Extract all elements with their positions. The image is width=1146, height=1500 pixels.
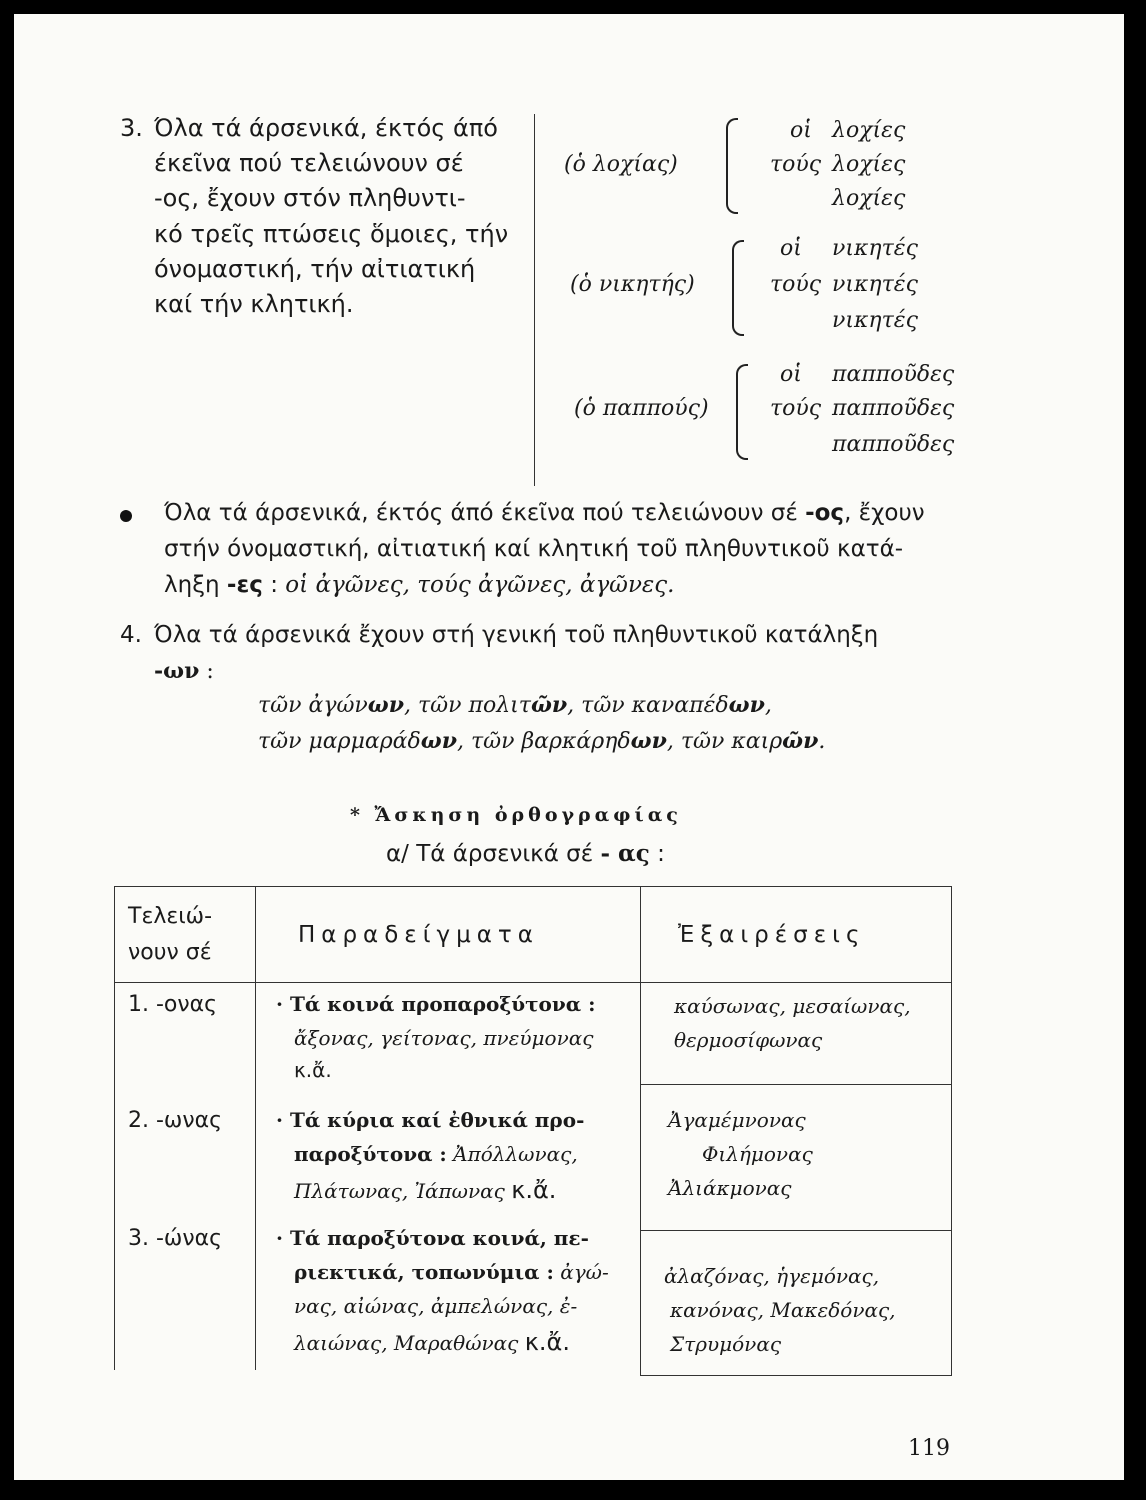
row-3-examples-1: νας, αἰώνας, ἀμπελώνας, ἐ-	[294, 1294, 578, 1318]
paradigm-2-article-1: οἱ	[780, 236, 802, 261]
ex2-2-end: ων	[630, 728, 667, 754]
row-3-exception-1: ἀλαζόνας, ἡγεμόνας,	[664, 1264, 880, 1288]
row-1-ending: 1. -ονας	[128, 992, 218, 1017]
paradigm-3-form-2: παπποῦδες	[832, 396, 955, 421]
rule-line-1-end: , ἔχουν	[844, 500, 925, 526]
ex2-3-stem: τῶν καιρ	[680, 729, 783, 754]
rule-colon: :	[262, 572, 286, 598]
rule-ending-os: -ος	[805, 500, 845, 526]
ex1-2-sep: ,	[567, 693, 582, 718]
rule-line-1-text: Όλα τά άρσενικά, έκτός άπό έκεῖνα πού τελειώνουν σέ	[164, 500, 806, 526]
ex2-3-sep: .	[818, 729, 826, 754]
table-left-border	[114, 886, 115, 1370]
row-2-inline-example: Ἀπόλλωνας,	[453, 1142, 578, 1166]
section3-line-6: καί τήν κλητική.	[154, 290, 354, 318]
row-1-tail: κ.ἄ.	[294, 1058, 332, 1082]
exercise-title: * Ἄσκηση ὀρθογραφίας	[350, 804, 682, 826]
ex1-1-end: ων	[367, 692, 405, 718]
paradigm-3-article-1: οἱ	[780, 362, 802, 387]
row-2-ending: 2. -ωνας	[128, 1108, 223, 1133]
paradigm-1-form-1: λοχίες	[832, 118, 906, 143]
paradigm-1-form-3: λοχίες	[832, 186, 906, 211]
section3-line-1: Όλα τά άρσενικά, έκτός άπό	[154, 114, 498, 142]
row-1-examples: ἄξονας, γείτονας, πνεύμονας	[294, 1026, 594, 1050]
section4-ending-line	[154, 658, 214, 684]
paradigm-1-form-2: λοχίες	[832, 152, 906, 177]
table-col1-border	[255, 886, 256, 1370]
row-2-exception-2: Φιλήμονας	[702, 1142, 813, 1166]
section4-examples-1	[258, 692, 772, 718]
ex1-3-end: ων	[728, 692, 765, 718]
exercise-subtitle	[386, 840, 665, 867]
rule-ending-es: -ες	[226, 572, 263, 598]
ex1-3-sep: ,	[764, 693, 772, 718]
exercise-subtitle-colon: :	[649, 841, 665, 867]
section3-line-2: έκεῖνα πού τελειώνουν σέ	[154, 149, 464, 177]
paradigm-2-form-2: νικητές	[832, 272, 918, 297]
ex2-2-stem: τῶν βαρκάρηδ	[470, 729, 631, 754]
row-1-exception-1: καύσωνας, μεσαίωνας,	[674, 994, 911, 1018]
row-2-tail: κ.ἄ.	[511, 1176, 557, 1204]
section4-ending-colon: :	[199, 659, 214, 684]
ex2-1-end: ων	[420, 728, 457, 754]
paradigm-divider	[534, 114, 535, 486]
ex2-2-sep: ,	[666, 729, 681, 754]
row-3-tail: κ.ἄ.	[524, 1328, 570, 1356]
paradigm-1-article-2: τούς	[770, 152, 822, 177]
row-2-line-3	[294, 1176, 556, 1204]
table-right-border	[951, 886, 952, 1376]
paradigm-2-form-1: νικητές	[832, 236, 918, 261]
row-3-ending: 3. -ώνας	[128, 1226, 223, 1251]
exercise-subtitle-ending: - ας	[600, 840, 650, 867]
ex1-2-end: ῶν	[530, 692, 568, 718]
paradigm-3-brace	[736, 364, 748, 460]
row-3-title-2: ριεκτικά, τοπωνύμια :	[294, 1260, 554, 1284]
row-3-line-4	[294, 1328, 570, 1356]
exercise-subtitle-text: α/ Τά άρσενικά σέ	[386, 841, 601, 867]
row-3-exception-3: Στρυμόνας	[670, 1332, 782, 1356]
row-2-title-1: Τά κύρια καί ἐθνικά προ-	[289, 1108, 585, 1132]
ex1-1-sep: ,	[404, 693, 419, 718]
row-3-inline-example: ἀγώ-	[560, 1260, 609, 1284]
row-2-title-2: παροξύτονα :	[294, 1142, 447, 1166]
section3-number: 3.	[120, 114, 143, 142]
section4-number: 4.	[120, 622, 142, 648]
header-endings-line-2: νουν σέ	[128, 940, 212, 965]
ex2-1-stem: τῶν μαρμαράδ	[258, 729, 421, 754]
ex2-1-sep: ,	[456, 729, 471, 754]
rule-line-1	[164, 500, 925, 526]
textbook-page	[14, 14, 1124, 1480]
paradigm-2-brace	[732, 240, 744, 336]
paradigm-3-article-2: τούς	[770, 396, 822, 421]
section4-line-1: Όλα τά άρσενικά ἔχουν στή γενική τοῦ πληθυντικοῦ κατάληξη	[154, 622, 879, 648]
ex2-3-end: ῶν	[782, 728, 819, 754]
row-1-exception-2: θερμοσίφωνας	[674, 1028, 823, 1052]
row-2-exception-3: Ἀλιάκμονας	[668, 1176, 792, 1200]
row-2-examples: Πλάτωνας, Ἰάπωνας	[294, 1179, 505, 1203]
row-2-exception-1: Ἀγαμέμνονας	[668, 1108, 806, 1132]
table-col2-border	[640, 886, 641, 1376]
paradigm-2-form-3: νικητές	[832, 308, 918, 333]
section3-line-3: -ος, ἔχουν στόν πληθυντι-	[154, 184, 466, 212]
exception-box-3-bottom	[640, 1375, 952, 1376]
exception-box-2-bottom	[640, 1230, 952, 1231]
paradigm-3-form-3: παπποῦδες	[832, 432, 955, 457]
rule-example: οἱ ἀγῶνες, τούς ἀγῶνες, ἀγῶνες.	[285, 572, 675, 598]
header-endings-line-1: Τελειώ-	[128, 904, 213, 929]
row-3-exception-2: κανόνας, Μακεδόνας,	[670, 1298, 896, 1322]
section4-ending: -ων	[154, 658, 200, 684]
rule-line-2: στήν όνομαστική, αἰτιατική καί κλητική τοῦ πληθυντικοῦ κατά-	[164, 536, 904, 562]
paradigm-2-article-2: τούς	[770, 272, 822, 297]
section3-line-5: όνομαστική, τήν αἰτιατική	[154, 255, 476, 283]
row-3-line-2	[294, 1260, 609, 1284]
paradigm-1-article-1: οἱ	[790, 118, 812, 143]
section3-line-4: κό τρεῖς πτώσεις ὅμοιες, τήν	[154, 220, 509, 248]
bullet-dot	[120, 510, 132, 522]
paradigm-3-head: (ὁ παππούς)	[574, 396, 709, 421]
header-exceptions: Ἐξαιρέσεις	[678, 922, 866, 948]
ex1-3-stem: τῶν καναπέδ	[581, 693, 729, 718]
table-top-border	[114, 886, 952, 887]
paradigm-1-head: (ὁ λοχίας)	[564, 152, 678, 177]
row-2-bullet-title: · Τά κύρια καί ἐθνικά προ-	[276, 1108, 585, 1132]
row-3-bullet-title: · Τά παροξύτονα κοινά, πε-	[276, 1226, 589, 1250]
ex1-1-stem: τῶν ἀγών	[258, 693, 368, 718]
row-1-title: Τά κοινά προπαροξύτονα :	[289, 992, 596, 1016]
row-1-bullet-title: · Τά κοινά προπαροξύτονα :	[276, 992, 596, 1016]
row-2-line-2	[294, 1142, 578, 1166]
section4-examples-2	[258, 728, 825, 754]
paradigm-2-head: (ὁ νικητής)	[570, 272, 695, 297]
ex1-2-stem: τῶν πολιτ	[418, 693, 531, 718]
paradigm-3-form-1: παπποῦδες	[832, 362, 955, 387]
rule-line-3-text: ληξη	[164, 572, 227, 598]
row-3-title-1: Τά παροξύτονα κοινά, πε-	[289, 1226, 589, 1250]
row-3-examples-2: λαιώνας, Μαραθώνας	[294, 1331, 519, 1355]
table-header-border	[114, 982, 952, 983]
page-number: 119	[908, 1436, 950, 1461]
rule-line-3	[164, 572, 674, 598]
paradigm-1-brace	[726, 118, 738, 214]
exception-box-1-bottom	[640, 1084, 952, 1085]
header-examples: Παραδείγματα	[298, 922, 539, 948]
